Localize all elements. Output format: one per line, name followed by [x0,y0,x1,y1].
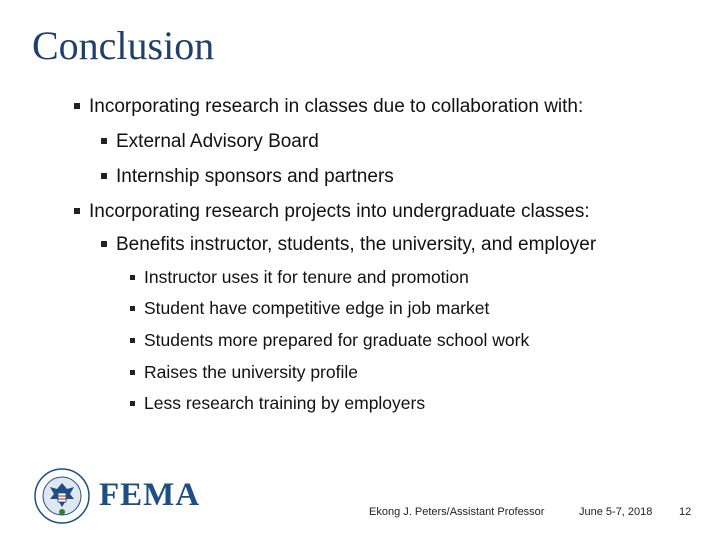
bullet-item [130,362,358,383]
bullet-text: Raises the university profile [144,362,358,382]
square-bullet-icon [130,370,135,375]
bullet-text: Instructor uses it for tenure and promotion [144,267,469,287]
footer-date: June 5-7, 2018 [579,506,653,518]
square-bullet-icon [74,103,80,109]
bullet-item [101,131,319,153]
bullet-item [101,234,596,256]
bullet-item [130,393,425,414]
page-number: 12 [679,506,692,518]
bullet-item [130,298,489,319]
bullet-text: Less research training by employers [144,393,426,413]
bullet-item [74,201,590,223]
fema-logo: FEMA [99,477,201,513]
bullet-item [101,166,394,188]
slide-footer [0,460,720,540]
bullet-text: Benefits instructor, students, the university, and employer [116,234,597,255]
square-bullet-icon [101,138,107,144]
square-bullet-icon [130,275,135,280]
square-bullet-icon [130,338,135,343]
bullet-text: Student have competitive edge in job market [144,298,490,318]
dhs-seal-icon [34,468,90,524]
bullet-item [74,96,583,118]
slide-title: Conclusion [32,23,215,68]
bullet-text: Internship sponsors and partners [116,166,394,187]
bullet-item [130,267,469,288]
square-bullet-icon [130,401,135,406]
square-bullet-icon [101,173,107,179]
bullet-text: External Advisory Board [116,131,319,152]
bullet-item [130,330,529,351]
square-bullet-icon [130,306,135,311]
square-bullet-icon [101,241,107,247]
bullet-text: Students more prepared for graduate school work [144,330,530,350]
bullet-text: Incorporating research in classes due to collaboration with: [89,96,584,117]
footer-author: Ekong J. Peters/Assistant Professor [369,506,545,518]
bullet-text: Incorporating research projects into undergraduate classes: [89,201,590,222]
square-bullet-icon [74,208,80,214]
